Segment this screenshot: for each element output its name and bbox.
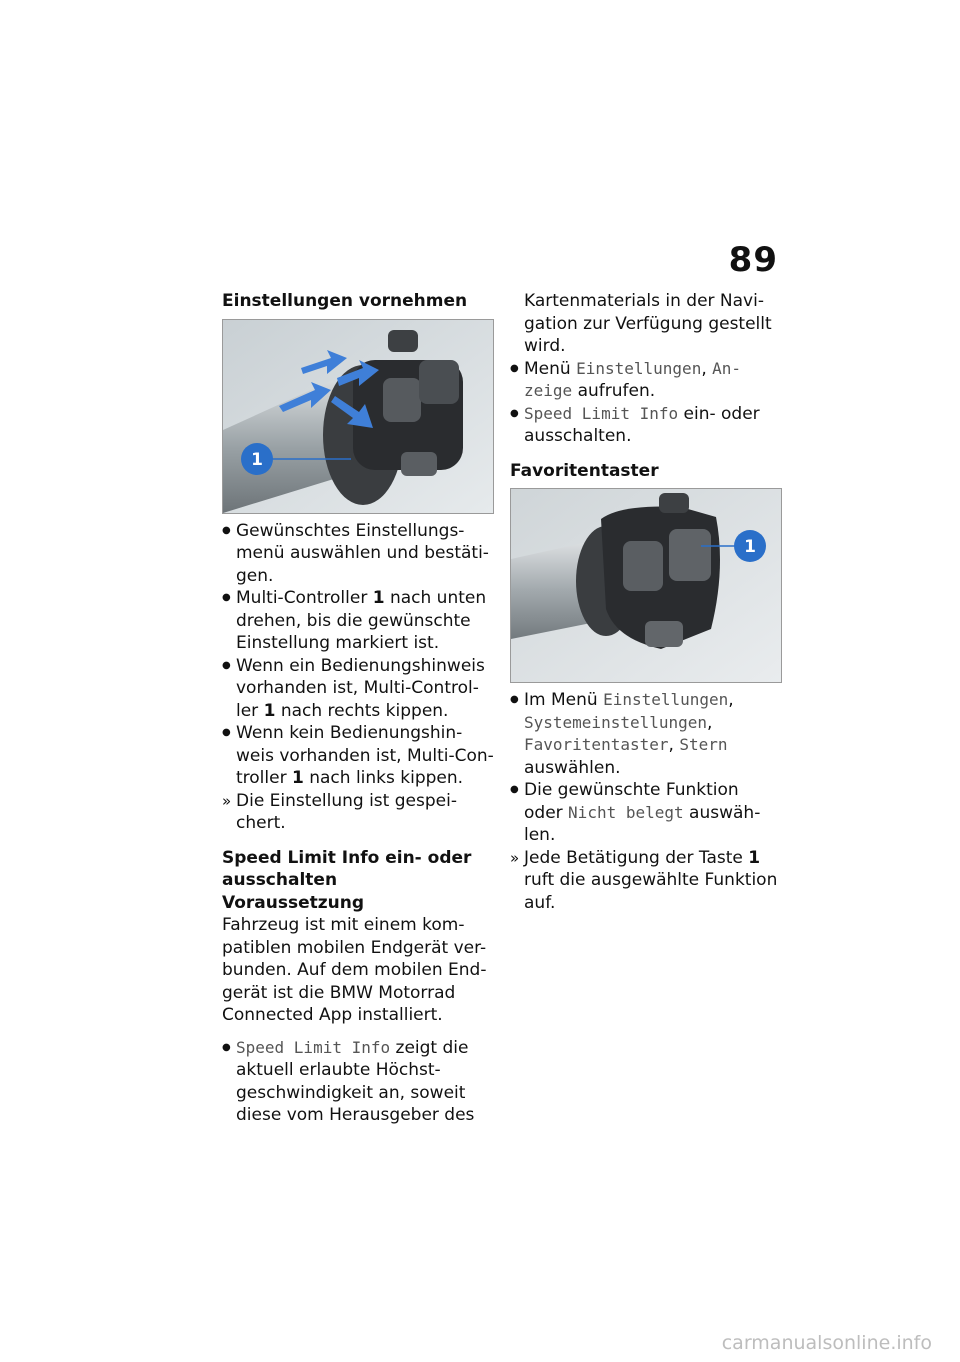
- menu-item-nicht-belegt: Nicht belegt: [568, 802, 684, 822]
- favorite-button-illustration: [511, 489, 781, 682]
- continuation-text: Kartenmaterials in der Navi-gation zur Verfügung gestellt wird.: [524, 291, 772, 356]
- result-saved: » Die Einstellung ist gespei-chert.: [222, 790, 494, 835]
- heading-favoritentaster: Favoritentaster: [510, 460, 659, 481]
- ref-number: 1: [748, 847, 761, 868]
- speed-limit-list: [222, 1037, 494, 1127]
- step-choose-function: ● Die gewünschte Funktion oder Nicht belegt auswäh-len.: [510, 779, 782, 847]
- menu-item-stern: Stern: [679, 735, 728, 754]
- menu-item-einstellungen: Einstellungen: [576, 358, 702, 378]
- step-tilt-right: ● Wenn ein Bedienungshinweis vorhanden ist, Multi-Control-ler 1 nach rechts kippen.: [222, 655, 494, 723]
- heading-einstellungen: Einstellungen vornehmen: [222, 291, 468, 311]
- step-toggle-speed-limit: ● Speed Limit Info ein- oder ausschalten.: [510, 403, 782, 448]
- ref-number: 1: [372, 588, 385, 608]
- step-select-favorite: ● Im Menü Einstellungen, Systemeinstellungen, Favoritentaster, Stern auswählen.: [510, 689, 782, 779]
- step-tilt-left: ● Wenn kein Bedienungshin-weis vorhanden ist, Multi-Con-troller 1 nach links kippen.: [222, 722, 494, 790]
- figure-multi-controller: [222, 319, 494, 514]
- ref-number: 1: [291, 768, 304, 788]
- menu-item-speed-limit-info: Speed Limit Info: [524, 403, 679, 423]
- menu-item-systemeinstellungen: Systemeinstellungen: [524, 712, 708, 732]
- right-column: [510, 290, 782, 914]
- menu-item-einstellungen: Einstellungen: [603, 690, 729, 709]
- result-button-function: » Jede Betätigung der Taste 1 ruft die ausgewählte Funktion auf.: [510, 847, 782, 915]
- figure-callout-label: 1: [251, 449, 263, 470]
- menu-steps: [510, 358, 782, 448]
- requirement-text: Fahrzeug ist mit einem kom-patiblen mobilen Endgerät ver-bunden. Auf dem mobilen End-gerät ist die BMW Motorrad Connected App installiert.: [222, 915, 487, 1025]
- figure-favorite-button: [510, 488, 782, 683]
- menu-item-favoritentaster: Favoritentaster: [524, 735, 669, 754]
- ref-number: 1: [263, 700, 276, 721]
- left-column: [222, 290, 494, 1127]
- steps-list: [222, 520, 494, 835]
- favorite-steps: [510, 689, 782, 914]
- menu-item-speed-limit-info: Speed Limit Info: [236, 1037, 391, 1057]
- watermark: carmanualsonline.info: [721, 1332, 932, 1354]
- step-select-menu: ● Gewünschtes Einstellungs-menü auswählen und bestäti-gen.: [222, 520, 494, 588]
- step-speed-limit-info: ● Speed Limit Info zeigt die aktuell erlaubte Höchst-geschwindigkeit an, soweit diese vom Herausgeber des: [222, 1037, 494, 1127]
- page-number: 89: [728, 240, 778, 280]
- handlebar-illustration: [223, 320, 493, 513]
- figure-callout-label: 1: [744, 537, 756, 557]
- heading-voraussetzung: Voraussetzung: [222, 892, 365, 913]
- heading-speed-limit-info: Speed Limit Info ein- oder ausschalten: [222, 847, 472, 890]
- step-open-menu: ● Menü Einstellungen, An-zeige aufrufen.: [510, 358, 782, 403]
- menu-item-anzeige: An-zeige: [524, 358, 742, 400]
- step-rotate-controller: ● Multi-Controller 1 nach unten drehen, bis die gewünschte Einstellung markiert ist.: [222, 587, 494, 655]
